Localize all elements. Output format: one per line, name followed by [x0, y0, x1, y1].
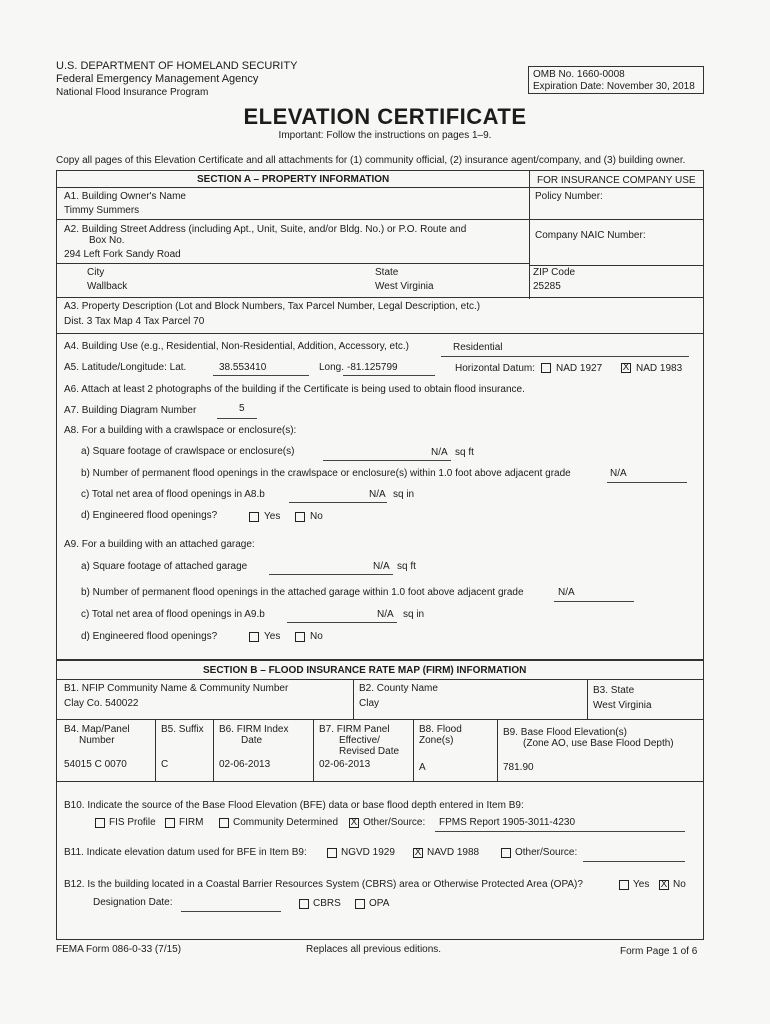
b5-suffix[interactable]: C [161, 759, 169, 770]
opa-checkbox[interactable] [355, 899, 365, 909]
form-frame [56, 170, 704, 940]
insurance-use-heading: FOR INSURANCE COMPANY USE [537, 175, 696, 186]
a9c-value[interactable]: N/A [377, 609, 394, 620]
b11-label: B11. Indicate elevation datum used for BFE in Item B9: [64, 847, 307, 858]
b6-label: B6. FIRM Index [219, 724, 289, 735]
b10-label: B10. Indicate the source of the Base Flood Elevation (BFE) data or base flood depth entered in Item B9: [64, 800, 524, 811]
b8-label-cont: Zone(s) [419, 735, 454, 746]
b9-label-cont: (Zone AO, use Base Flood Depth) [523, 738, 674, 749]
community-determined-label: Community Determined [233, 817, 339, 828]
b6-label-cont: Date [241, 735, 263, 746]
zip-label: ZIP Code [533, 267, 576, 278]
agency-line-2: Federal Emergency Management Agency [56, 73, 259, 85]
a1-label: A1. Building Owner's Name [64, 191, 186, 202]
policy-number-label[interactable]: Policy Number: [535, 191, 603, 202]
nad1927-label: NAD 1927 [556, 363, 603, 374]
b12-label: B12. Is the building located in a Coastal Barrier Resources System (CBRS) area or Otherwise Protected Area (OPA)? [64, 879, 583, 890]
a2-label-cont: Box No. [89, 235, 125, 246]
a5-longitude[interactable]: -81.125799 [347, 362, 398, 373]
b8-label: B8. Flood [419, 724, 462, 735]
a8-label: A8. For a building with a crawlspace or enclosure(s): [64, 425, 297, 436]
a9d-yes-label: Yes [264, 631, 281, 642]
opa-label: OPA [369, 898, 390, 909]
a9a-value[interactable]: N/A [373, 561, 390, 572]
omb-box [528, 66, 704, 94]
a4-building-use[interactable]: Residential [453, 342, 503, 353]
form-number: FEMA Form 086-0-33 (7/15) [56, 944, 182, 955]
a9a-unit: sq ft [397, 561, 416, 572]
nad1983-label: NAD 1983 [636, 363, 683, 374]
city-label: City [87, 267, 105, 278]
a8d-yes-label: Yes [264, 511, 281, 522]
a9d-label: d) Engineered flood openings? [81, 631, 218, 642]
b12-yes-checkbox[interactable] [619, 880, 629, 890]
zip-value[interactable]: 25285 [533, 281, 561, 292]
replaces-note: Replaces all previous editions. [306, 944, 442, 955]
a1-owner-name[interactable]: Timmy Summers [64, 205, 140, 216]
b4-label-cont: Number [79, 735, 115, 746]
agency-line-1: U.S. DEPARTMENT OF HOMELAND SECURITY [56, 60, 298, 72]
a8d-no-label: No [310, 511, 323, 522]
a3-property-description[interactable]: Dist. 3 Tax Map 4 Tax Parcel 70 [64, 316, 205, 327]
a8c-label: c) Total net area of flood openings in A8.b [81, 489, 265, 500]
b12-no-label: No [673, 879, 686, 890]
a8d-yes-checkbox[interactable] [249, 512, 259, 522]
a2-label: A2. Building Street Address (including Apt., Unit, Suite, and/or Bldg. No.) or P.O. Route and [64, 224, 467, 235]
a7-label: A7. Building Diagram Number [64, 405, 197, 416]
a5-label: A5. Latitude/Longitude: Lat. [64, 362, 187, 373]
a9-label: A9. For a building with an attached garage: [64, 539, 255, 550]
document-title: ELEVATION CERTIFICATE [243, 104, 527, 129]
ngvd-checkbox[interactable] [327, 848, 337, 858]
b7-firm-panel-date[interactable]: 02-06-2013 [319, 759, 371, 770]
horizontal-datum-label: Horizontal Datum: [455, 363, 536, 374]
navd-checkbox[interactable]: X [414, 847, 422, 858]
b1-label: B1. NFIP Community Name & Community Number [64, 683, 289, 694]
designation-date-label: Designation Date: [93, 897, 173, 908]
section-b-heading: SECTION B – FLOOD INSURANCE RATE MAP (FIRM) INFORMATION [203, 665, 527, 676]
b3-state[interactable]: West Virginia [593, 700, 652, 711]
page-number: Form Page 1 of 6 [620, 946, 698, 957]
b8-flood-zone[interactable]: A [419, 762, 426, 773]
cbrs-label: CBRS [313, 898, 341, 909]
a8d-label: d) Engineered flood openings? [81, 510, 218, 521]
other-datum-checkbox[interactable] [501, 848, 511, 858]
nad1983-checkbox[interactable]: X [622, 362, 630, 373]
a9a-label: a) Square footage of attached garage [81, 561, 248, 572]
b6-firm-index-date[interactable]: 02-06-2013 [219, 759, 271, 770]
b7-label-cont2: Revised Date [339, 746, 400, 757]
b2-label: B2. County Name [359, 683, 438, 694]
important-note: Important: Follow the instructions on pages 1–9. [278, 130, 492, 141]
b12-yes-label: Yes [633, 879, 650, 890]
a2-street-address[interactable]: 294 Left Fork Sandy Road [64, 249, 181, 260]
a3-label: A3. Property Description (Lot and Block Numbers, Tax Parcel Number, Legal Description, etc.) [64, 301, 481, 312]
omb-number: OMB No. 1660-0008 [533, 69, 625, 80]
a8d-no-checkbox[interactable] [295, 512, 305, 522]
b12-no-checkbox[interactable]: X [660, 879, 668, 890]
a8c-unit: sq in [393, 489, 415, 500]
b4-label: B4. Map/Panel [64, 724, 130, 735]
b9-base-flood-elevation[interactable]: 781.90 [503, 762, 534, 773]
firm-label: FIRM [179, 817, 204, 828]
a8b-value[interactable]: N/A [610, 468, 627, 479]
a7-diagram-number[interactable]: 5 [239, 403, 245, 414]
b5-label: B5. Suffix [161, 724, 204, 735]
other-datum-label: Other/Source: [515, 847, 578, 858]
a8b-label: b) Number of permanent flood openings in the crawlspace or enclosure(s) within 1.0 foot above adjacent grade [81, 468, 571, 479]
section-a-heading: SECTION A – PROPERTY INFORMATION [197, 174, 390, 185]
fis-profile-checkbox[interactable] [95, 818, 105, 828]
b4-map-panel[interactable]: 54015 C 0070 [64, 759, 127, 770]
firm-checkbox[interactable] [165, 818, 175, 828]
b7-label-cont: Effective/ [339, 735, 380, 746]
a9b-value[interactable]: N/A [558, 587, 575, 598]
a9c-label: c) Total net area of flood openings in A9.b [81, 609, 265, 620]
other-source-label: Other/Source: [363, 817, 426, 828]
a9d-no-label: No [310, 631, 323, 642]
b2-county[interactable]: Clay [359, 698, 380, 709]
naic-number-label[interactable]: Company NAIC Number: [535, 230, 646, 241]
navd-label: NAVD 1988 [427, 847, 480, 858]
a8a-value[interactable]: N/A [431, 447, 448, 458]
a5-latitude[interactable]: 38.553410 [219, 362, 267, 373]
community-determined-checkbox[interactable] [219, 818, 229, 828]
b3-label: B3. State [593, 685, 635, 696]
ngvd-label: NGVD 1929 [341, 847, 395, 858]
b10-source-value[interactable]: FPMS Report 1905-3011-4230 [439, 817, 576, 828]
state-value[interactable]: West Virginia [375, 281, 434, 292]
other-source-checkbox[interactable]: X [350, 817, 358, 828]
expiration-date: Expiration Date: November 30, 2018 [533, 81, 695, 92]
a8c-value[interactable]: N/A [369, 489, 386, 500]
a9d-yes-checkbox[interactable] [249, 632, 259, 642]
a9b-label: b) Number of permanent flood openings in the attached garage within 1.0 foot above adjacent grade [81, 587, 524, 598]
a8a-unit: sq ft [455, 447, 474, 458]
city-value[interactable]: Wallback [87, 281, 128, 292]
b9-label: B9. Base Flood Elevation(s) [503, 727, 627, 738]
b1-community[interactable]: Clay Co. 540022 [64, 698, 139, 709]
a4-label: A4. Building Use (e.g., Residential, Non-Residential, Addition, Accessory, etc.) [64, 341, 409, 352]
a9c-unit: sq in [403, 609, 425, 620]
nad1927-checkbox[interactable] [541, 363, 551, 373]
copy-instructions: Copy all pages of this Elevation Certificate and all attachments for (1) community official, (2) insurance agent/company, and (3) building owner. [56, 155, 686, 166]
a5-long-label: Long. [319, 362, 345, 373]
a8a-label: a) Square footage of crawlspace or enclosure(s) [81, 446, 295, 457]
a9d-no-checkbox[interactable] [295, 632, 305, 642]
state-label: State [375, 267, 399, 278]
b7-label: B7. FIRM Panel [319, 724, 390, 735]
agency-header [56, 60, 297, 99]
cbrs-checkbox[interactable] [299, 899, 309, 909]
fis-profile-label: FIS Profile [109, 817, 156, 828]
agency-line-3: National Flood Insurance Program [56, 87, 209, 98]
a6-label: A6. Attach at least 2 photographs of the building if the Certificate is being used to obtain flood insurance. [64, 384, 525, 395]
